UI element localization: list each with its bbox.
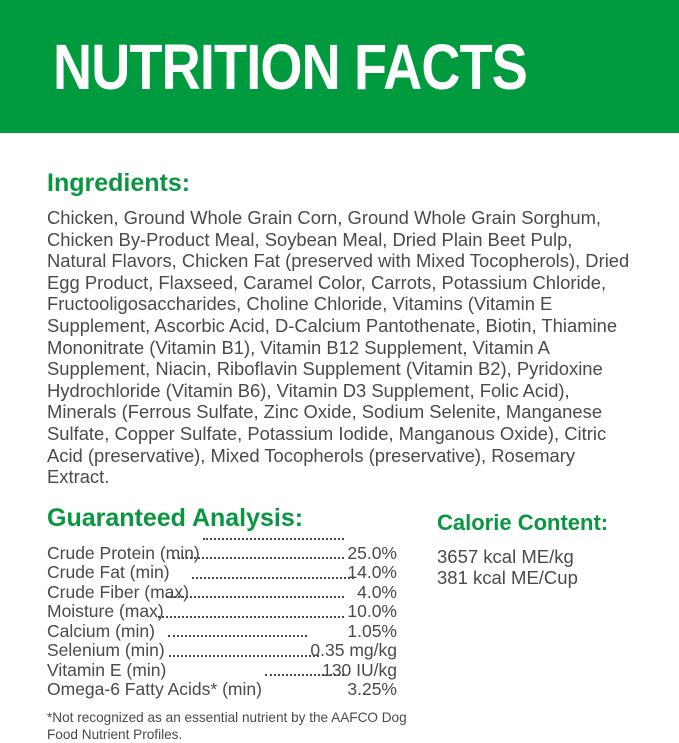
calorie-content-section [437,504,608,743]
ingredients-text: Chicken, Ground Whole Grain Corn, Ground Whole Grain Sorghum, Chicken By-Product Meal, Soybean Meal, Dried Plain Beet Pulp, Natural Flavors, Chicken Fat (preserved with Mixed Tocopherols), Dried Egg Product, Flaxseed, Caramel Color, Carrots, Potassium Chloride, Fructooligosaccharides, Choline Chloride, Vitamins (Vitamin E Supplement, Ascorbic Acid, D-Calcium Pantothenate, Biotin, Thiamine Mononitrate (Vitamin B1), Vitamin B12 Supplement, Vitamin A Supplement, Niacin, Riboflavin Supplement (Vitamin B2), Pyridoxine Hydrochloride (Vitamin B6), Vitamin D3 Supplement, Folic Acid), Minerals (Ferrous Sulfate, Zinc Oxide, Sodium Selenite, Manganese Sulfate, Copper Sulfate, Potassium Iodide, Manganous Oxide), Citric Acid (preservative), Mixed Tocopherols (preservative), Rosemary Extract. [47,207,630,488]
analysis-row-vitamin-e [47,661,397,681]
calorie-kcal-per-kg: 3657 kcal ME/kg [437,545,574,567]
ingredients-section [47,169,637,488]
analysis-rows [47,544,397,700]
guaranteed-analysis-heading: Guaranteed Analysis: [47,503,304,532]
dot-leader [262,680,347,681]
analysis-label: Calcium (min) [47,620,155,641]
analysis-row-crude-fiber [47,583,397,603]
analysis-row-crude-protein [47,544,397,564]
analysis-label: Selenium (min) [47,640,165,661]
header-band [0,0,679,133]
analysis-row-omega6 [47,680,397,700]
dot-leader [200,544,348,545]
dot-leader [166,661,322,662]
analysis-value: 10.0% [347,601,397,622]
calorie-kcal-per-cup: 381 kcal ME/Cup [437,566,578,588]
analysis-value: 25.0% [347,542,397,563]
analysis-value: 14.0% [347,562,397,583]
dot-leader [164,602,348,603]
page-title: NUTRITION FACTS [53,30,528,103]
analysis-value: 130 IU/kg [322,659,397,680]
dot-leader [155,622,347,623]
analysis-value: 0.35 mg/kg [310,640,397,661]
lower-columns [0,504,679,743]
analysis-row-calcium [47,622,397,642]
analysis-label: Moisture (max) [47,601,164,622]
analysis-label: Omega-6 Fatty Acids* (min) [47,679,262,700]
analysis-label: Vitamin E (min) [47,659,167,680]
dot-leader [165,641,311,642]
analysis-value: 1.05% [347,620,397,641]
analysis-row-moisture [47,602,397,622]
dot-leader [170,563,348,564]
guaranteed-analysis-section [47,503,407,743]
calorie-content-heading: Calorie Content: [437,509,609,535]
analysis-value: 3.25% [347,679,397,700]
dot-leader [189,583,357,584]
analysis-value: 4.0% [357,581,397,602]
analysis-label: Crude Protein (min) [47,542,200,563]
analysis-label: Crude Fat (min) [47,562,170,583]
analysis-row-selenium [47,641,397,661]
ingredients-heading: Ingredients: [47,169,191,197]
analysis-label: Crude Fiber (max) [47,581,189,602]
analysis-row-crude-fat [47,563,397,583]
aafco-footnote: *Not recognized as an essential nutrient by the AAFCO Dog Food Nutrient Profiles. [47,709,407,742]
